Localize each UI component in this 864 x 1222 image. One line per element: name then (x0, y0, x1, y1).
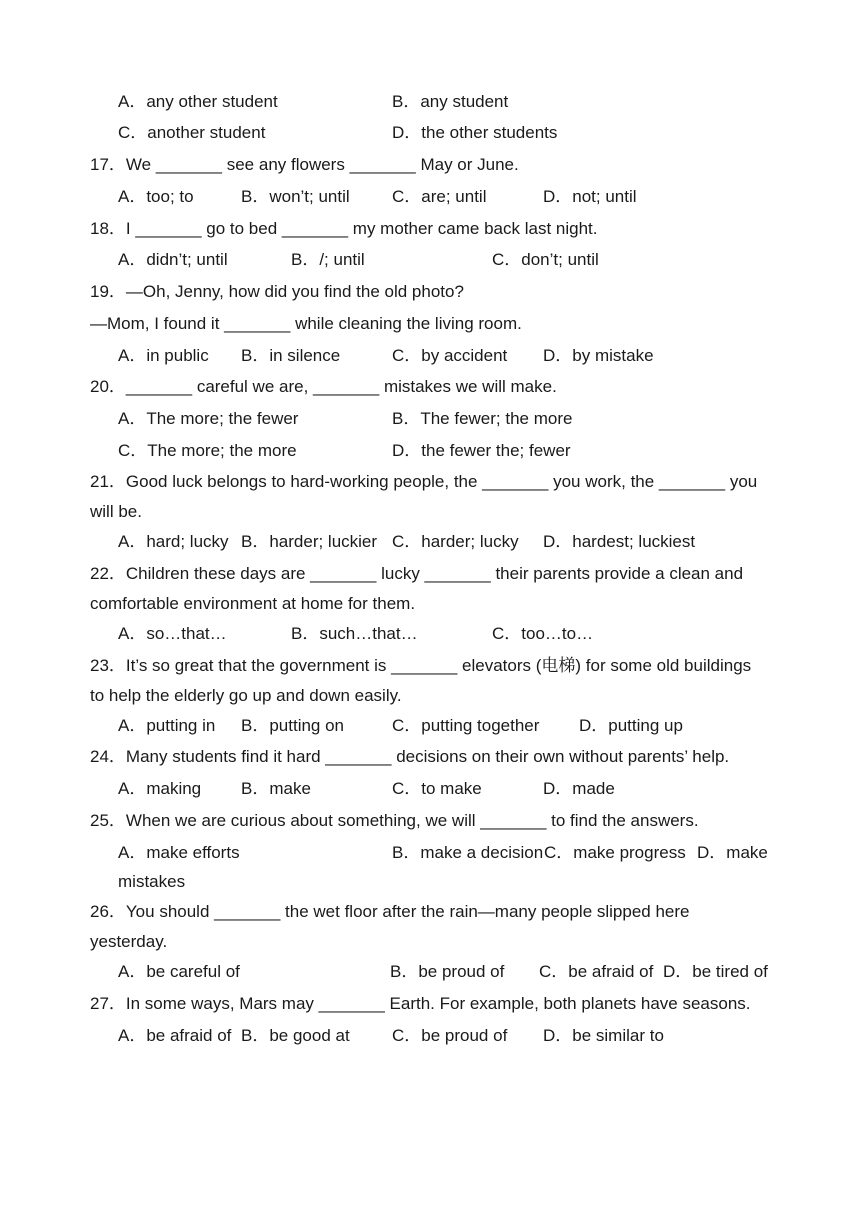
q16-option-d: D．the other students (392, 123, 558, 142)
q21-option-d: D．hardest; luckiest (543, 532, 696, 551)
q27-option-a: A．be afraid of (118, 1026, 232, 1045)
q17-option-c: C．are; until (392, 187, 487, 206)
q26-option-a: A．be careful of (118, 962, 240, 981)
q19-stem: 19．—Oh, Jenny, how did you find the old photo? (90, 282, 464, 301)
q17-option-b: B．won’t; until (241, 187, 350, 206)
q17-option-a: A．too; to (118, 187, 194, 206)
q21-stem-line2: will be. (90, 502, 142, 521)
q24-stem: 24．Many students find it hard _______ decisions on their own without parents’ help. (90, 747, 730, 766)
q23-stem: 23．It’s so great that the government is _______ elevators (电梯) for some old buildings (90, 656, 752, 675)
q22-option-c: C．too…to… (492, 624, 594, 643)
q17-stem: 17．We _______ see any flowers _______ May or June. (90, 155, 519, 174)
q26-stem: 26．You should _______ the wet floor after the rain—many people slipped here (90, 902, 690, 921)
q25-option-b: B．make a decision (392, 843, 544, 862)
q27-option-b: B．be good at (241, 1026, 350, 1045)
q27-option-c: C．be proud of (392, 1026, 508, 1045)
q20-option-a: A．The more; the fewer (118, 409, 299, 428)
q16-option-b: B．any student (392, 92, 509, 111)
q24-option-a: A．making (118, 779, 202, 798)
q20-option-c: C．The more; the more (118, 441, 297, 460)
q16-option-c: C．another student (118, 123, 266, 142)
q24-option-c: C．to make (392, 779, 482, 798)
q16-option-a: A．any other student (118, 92, 278, 111)
q25-stem: 25．When we are curious about something, we will _______ to find the answers. (90, 811, 699, 830)
q24-option-b: B．make (241, 779, 311, 798)
q21-option-b: B．harder; luckier (241, 532, 378, 551)
q19-option-a: A．in public (118, 346, 209, 365)
q26-option-b: B．be proud of (390, 962, 505, 981)
q20-stem: 20．_______ careful we are, _______ mistakes we will make. (90, 377, 557, 396)
q20-option-d: D．the fewer the; fewer (392, 441, 571, 460)
q27-option-d: D．be similar to (543, 1026, 664, 1045)
q22-option-a: A．so…that… (118, 624, 227, 643)
q23-stem-line2: to help the elderly go up and down easily. (90, 686, 402, 705)
q20-option-b: B．The fewer; the more (392, 409, 573, 428)
q25-option-d-cont: mistakes (118, 872, 186, 891)
q26-option-d: D．be tired of (663, 962, 768, 981)
q23-option-d: D．putting up (579, 716, 683, 735)
q26-stem-line2: yesterday. (90, 932, 168, 951)
q25-option-a: A．make efforts (118, 843, 240, 862)
q23-option-c: C．putting together (392, 716, 540, 735)
q22-stem-line2: comfortable environment at home for them. (90, 594, 416, 613)
q19-option-c: C．by accident (392, 346, 508, 365)
q19-option-b: B．in silence (241, 346, 341, 365)
q22-option-b: B．such…that… (291, 624, 418, 643)
q19-option-d: D．by mistake (543, 346, 654, 365)
q18-option-c: C．don’t; until (492, 250, 599, 269)
q19-stem-line2: —Mom, I found it _______ while cleaning the living room. (90, 314, 522, 333)
q26-option-c: C．be afraid of (539, 962, 654, 981)
q23-option-b: B．putting on (241, 716, 345, 735)
q23-option-a: A．putting in (118, 716, 216, 735)
q18-option-a: A．didn’t; until (118, 250, 228, 269)
q24-option-d: D．made (543, 779, 615, 798)
q21-option-c: C．harder; lucky (392, 532, 519, 551)
q21-stem: 21．Good luck belongs to hard-working people, the _______ you work, the _______ you (90, 472, 758, 491)
q27-stem: 27．In some ways, Mars may _______ Earth. For example, both planets have seasons. (90, 994, 751, 1013)
q22-stem: 22．Children these days are _______ lucky _______ their parents provide a clean and (90, 564, 744, 583)
q18-stem: 18．I _______ go to bed _______ my mother came back last night. (90, 219, 598, 238)
q25-option-d: D．make (697, 843, 768, 862)
q21-option-a: A．hard; lucky (118, 532, 229, 551)
q18-option-b: B．/; until (291, 250, 365, 269)
q17-option-d: D．not; until (543, 187, 637, 206)
q25-option-c: C．make progress (544, 843, 686, 862)
